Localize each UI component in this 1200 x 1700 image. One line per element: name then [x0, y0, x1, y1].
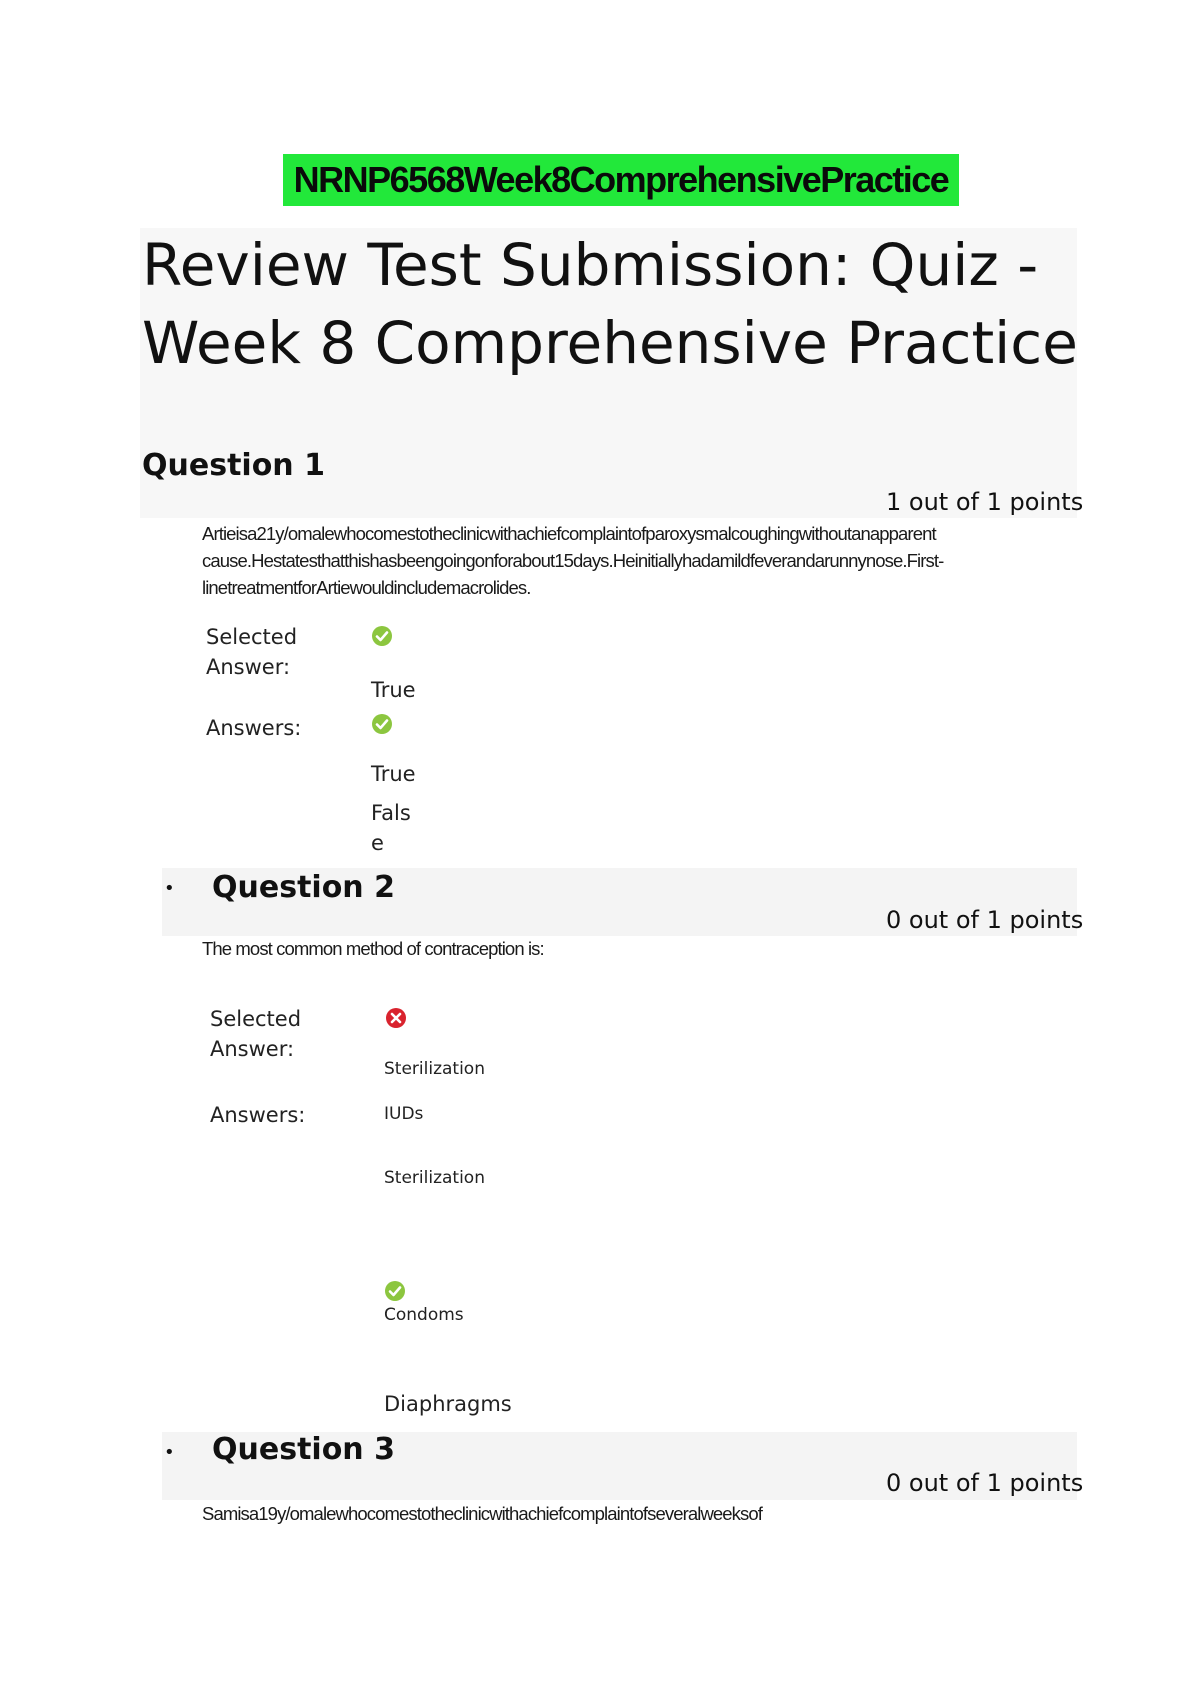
bullet-icon: •: [164, 1442, 175, 1463]
question-2-text: The most common method of contraception is:: [202, 938, 544, 959]
selected-label-line-1: Selected: [210, 1007, 302, 1031]
selected-label-line-2: Answer:: [206, 655, 291, 679]
question-1-text-line: Artieisa21y/omalewhocomestotheclinicwithachiefcomplaintofparoxysmalcoughingwithoutanapparent: [202, 523, 936, 544]
page-title: [142, 226, 1078, 382]
question-2-answers-label: Answers:: [210, 1103, 306, 1127]
bullet-icon: •: [164, 878, 175, 899]
check-circle-icon: [371, 625, 393, 647]
question-1-points: 1 out of 1 points: [886, 488, 1084, 516]
question-3-heading: Question 3: [212, 1432, 395, 1467]
question-1-text: [202, 520, 1082, 601]
question-1-answer-option: e: [371, 831, 384, 855]
question-1-selected-answer: True: [371, 678, 416, 702]
question-2-points: 0 out of 1 points: [886, 906, 1084, 934]
question-3-points: 0 out of 1 points: [886, 1469, 1084, 1497]
question-1-heading: Question 1: [142, 448, 325, 483]
question-1-answer-option: True: [371, 762, 416, 786]
question-1-selected-answer-label: [206, 622, 297, 682]
check-circle-icon: [371, 713, 393, 735]
page-title-line-2: Week 8 Comprehensive Practice: [142, 309, 1078, 377]
page-title-line-1: Review Test Submission: Quiz -: [142, 231, 1039, 299]
selected-label-line-2: Answer:: [210, 1037, 295, 1061]
question-2-selected-answer: Sterilization: [384, 1059, 485, 1079]
document-tag: NRNP6568Week8ComprehensivePractice: [283, 154, 959, 206]
question-2-answer-option: Diaphragms: [384, 1392, 512, 1416]
question-3-text: Samisa19y/omalewhocomestotheclinicwithachiefcomplaintofseveralweeksof: [202, 1503, 763, 1524]
question-1-answer-option: Fals: [371, 801, 411, 825]
x-circle-icon: [385, 1007, 407, 1029]
question-2-answer-option: IUDs: [384, 1104, 424, 1124]
question-1-text-line: cause.Hestatesthatthishasbeengoingonforabout15days.Heinitiallyhadamildfeverandarunnynose.First-: [202, 550, 944, 571]
question-2-selected-answer-label: [210, 1004, 301, 1064]
question-1-answers-label: Answers:: [206, 716, 302, 740]
selected-label-line-1: Selected: [206, 625, 298, 649]
question-2-answer-option: Sterilization: [384, 1168, 485, 1188]
question-2-answer-option: Condoms: [384, 1305, 464, 1325]
question-2-heading: Question 2: [212, 870, 395, 905]
question-1-text-line: linetreatmentforArtiewouldincludemacrolides.: [202, 577, 531, 598]
check-circle-icon: [384, 1280, 406, 1302]
